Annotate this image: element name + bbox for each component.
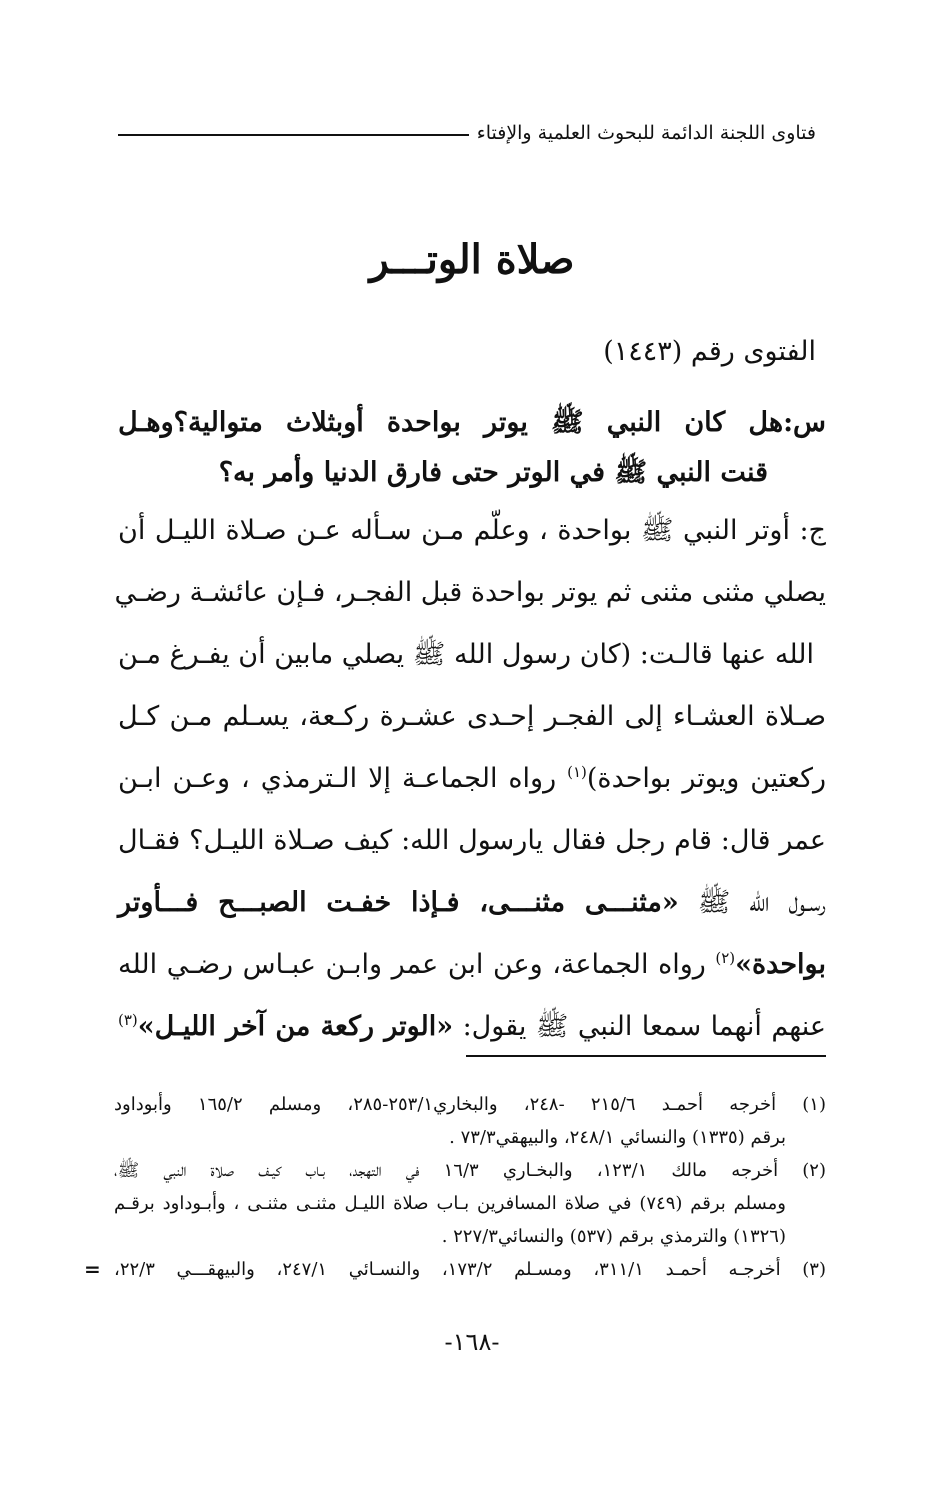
answer-line — [118, 748, 826, 810]
running-title: فتاوى اللجنة الدائمة للبحوث العلمية والإفتاء — [476, 122, 816, 144]
footnote-line — [84, 1253, 826, 1286]
question-line: س:هل كان النبي ﷺ يوتر بواحدة أوبثلاث متوالية؟وهـل — [118, 407, 826, 438]
answer-text: رواه الجماعة، وعن ابن عمر وابـن عبـاس رضـي الله — [118, 949, 716, 980]
answer-block — [114, 500, 827, 1058]
answer-line: صـلاة العشـاء إلى الفجـر إحـدى عشـرة ركـعة، يسـلم مـن كـل — [118, 701, 826, 732]
answer-line: عمر قال: قام رجل فقال يارسول الله: كيف صـلاة الليـل؟ فقـال — [118, 825, 826, 856]
footnote-ref: (٢) — [715, 949, 736, 967]
section-title: صلاة الوتـــر — [369, 236, 575, 283]
question-line: قنت النبي ﷺ في الوتر حتى فارق الدنيا وأمر به؟ — [218, 457, 768, 488]
footnote-line: (١) أخرجه أحمـد ٢١٥/٦ -٢٤٨، والبخاري٢٥٣/١-٢٨٥، ومسلم ١٦٥/٢ وأبوداود — [114, 1094, 826, 1115]
footnote-line: (٢) أخرجه مالك ١٢٣/١، والبخـاري ١٦/٣ في التهجد، بـاب كيـف صلاة النبي ﷺ، — [114, 1160, 826, 1181]
footnote-ref: (١) — [567, 763, 587, 781]
page-number: -١٦٨- — [444, 1328, 500, 1356]
hadith-quote: «الوتر ركعة من آخر الليـل» — [137, 1011, 454, 1042]
footnote-line: ومسلم برقم (٧٤٩) في صلاة المسافرين بـاب صلاة الليـل مثنـى مثنـى ، وأبـوداود برقـم — [114, 1193, 786, 1214]
footnotes — [84, 1088, 826, 1286]
footnote-separator — [466, 1055, 826, 1057]
hadith-quote: بواحدة» — [735, 949, 826, 980]
running-header — [118, 118, 816, 148]
answer-line — [118, 872, 826, 934]
footnote-line: برقم (١٣٣٥) والنسائي ٢٤٨/١، والبيهقي٧٣/٣ . — [449, 1127, 786, 1148]
question-block — [118, 398, 826, 498]
answer-line — [118, 934, 826, 996]
footnote-ref: (٣) — [118, 1011, 138, 1029]
footnote-text: (٣) أخرجـه أحمـد ٣١١/١، ومسـلم ١٧٣/٢، والنسـائي ٢٤٧/١، والبيهقـــي ٢٢/٣، — [114, 1259, 826, 1280]
header-rule — [118, 134, 469, 136]
answer-line: الله عنها قالـت: (كان رسول الله ﷺ يصلي مابين أن يفـرغ مـن — [118, 639, 814, 670]
answer-text: ركعتين ويوتر بواحدة) — [586, 763, 826, 794]
answer-line: ج: أوتر النبي ﷺ بواحدة ، وعلّم مـن سـأله عـن صـلاة الليـل أن — [118, 515, 826, 546]
answer-text: عنهم أنهما سمعا النبي ﷺ يقول: — [453, 1011, 827, 1042]
hadith-quote: «مثنـــى مثنـــى، فـإذا خفـت الصبـــح فـــأوتر — [118, 887, 679, 918]
continuation-mark: = — [84, 1257, 101, 1281]
answer-line — [118, 996, 826, 1058]
answer-text: رواه الجماعـة إلا الـترمذي ، وعـن ابـن — [118, 763, 568, 794]
answer-text: رسـول الله ﷺ — [678, 887, 826, 918]
answer-line: يصلي مثنى مثنى ثم يوتر بواحدة قبل الفجـر، فـإن عائشـة رضـي — [114, 577, 826, 608]
fatwa-number: الفتوى رقم (١٤٤٣) — [603, 336, 816, 367]
footnote-line: (١٣٢٦) والترمذي برقم (٥٣٧) والنسائي٢٢٧/٣ . — [441, 1226, 786, 1247]
